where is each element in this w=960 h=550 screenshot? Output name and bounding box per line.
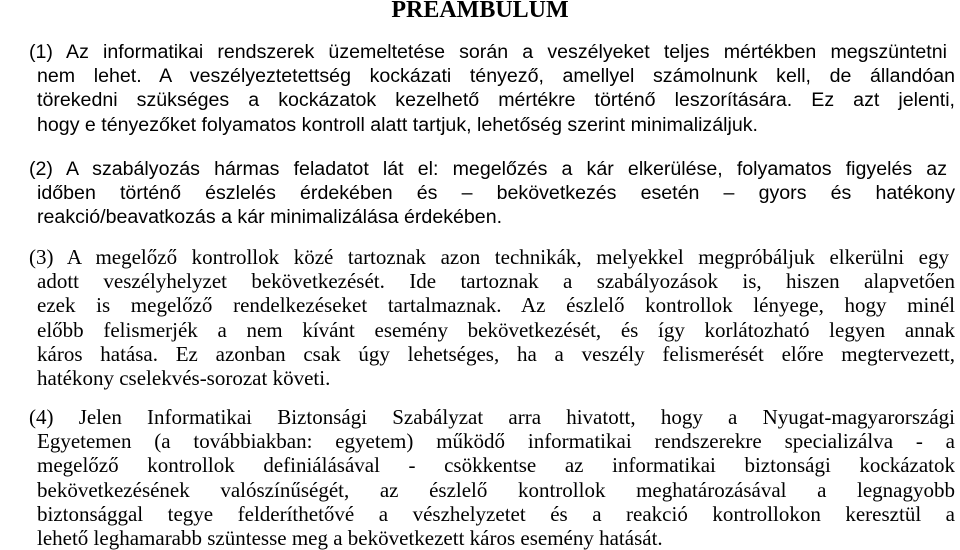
paragraph-2: [29, 157, 955, 230]
paragraph-line: hatékony cselekvés-sorozat követi.: [37, 366, 331, 391]
paragraph-line: ezek is megelőző rendelkezéseket tartalmaznak. Az észlelő kontrollok lényege, hogy minél: [37, 293, 955, 318]
paragraph-line: (1) Az informatikai rendszerek üzemeltetése során a veszélyeket teljes mértékben megszüntetni: [29, 41, 947, 63]
paragraph-line: (2) A szabályozás hármas feladatot lát el: megelőzés a kár elkerülése, folyamatos figyelés az: [29, 158, 947, 180]
paragraph-4: [29, 405, 955, 550]
paragraph-line: Egyetemen (a továbbiakban: egyetem) működő informatikai rendszerekre specializálva - a: [37, 429, 955, 454]
paragraph-line: előbb felismerjék a nem kívánt esemény bekövetkezését, és így korlátozható legyen annak: [37, 317, 955, 342]
paragraph-line: adott veszélyhelyzet bekövetkezését. Ide tartoznak a szabályozások is, hiszen alapvetően: [37, 269, 955, 294]
paragraph-line: hogy e tényezőket folyamatos kontroll alatt tartjuk, lehetőség szerint minimalizáljuk.: [37, 113, 758, 136]
paragraph-line: törekedni szükséges a kockázatok kezelhető mértékre történő leszorítására. Ez azt jelenti,: [37, 89, 955, 112]
paragraph-line: biztonsággal tegye felderíthetővé a vészhelyzetet és a reakció kontrollokon keresztül a: [37, 501, 955, 526]
paragraph-line: káros hatása. Ez azonban csak úgy lehetséges, ha a veszély felismerését előre megtervezett,: [37, 341, 955, 366]
paragraph-1: [29, 40, 955, 137]
paragraph-line: időben történő észlelés érdekében és – bekövetkezés esetén – gyors és hatékony: [37, 182, 955, 205]
paragraph-line: (3) A megelőző kontrollok közé tartoznak azon technikák, melyekkel megpróbáljuk elkerülni egy: [29, 245, 949, 269]
paragraph-line: bekövetkezésének valószínűségét, az észlelő kontrollok meghatározásával a legnagyobb: [37, 477, 955, 502]
paragraph-line: (4) Jelen Informatikai Biztonsági Szabályzat arra hivatott, hogy a Nyugat-magyarországi: [29, 405, 955, 429]
document-title: PREAMBULUM: [391, 0, 569, 23]
paragraph-line: reakció/beavatkozás a kár minimalizálása érdekében.: [37, 206, 503, 229]
paragraph-line: lehető leghamarabb szüntesse meg a bekövetkezett káros esemény hatását.: [37, 526, 663, 550]
paragraph-line: nem lehet. A veszélyeztetettség kockázati tényező, amellyel számolnunk kell, de állandóan: [37, 65, 955, 88]
paragraph-3: [29, 245, 955, 391]
paragraph-line: megelőző kontrollok definiálásával - csökkentse az informatikai biztonsági kockázatok: [37, 453, 955, 478]
